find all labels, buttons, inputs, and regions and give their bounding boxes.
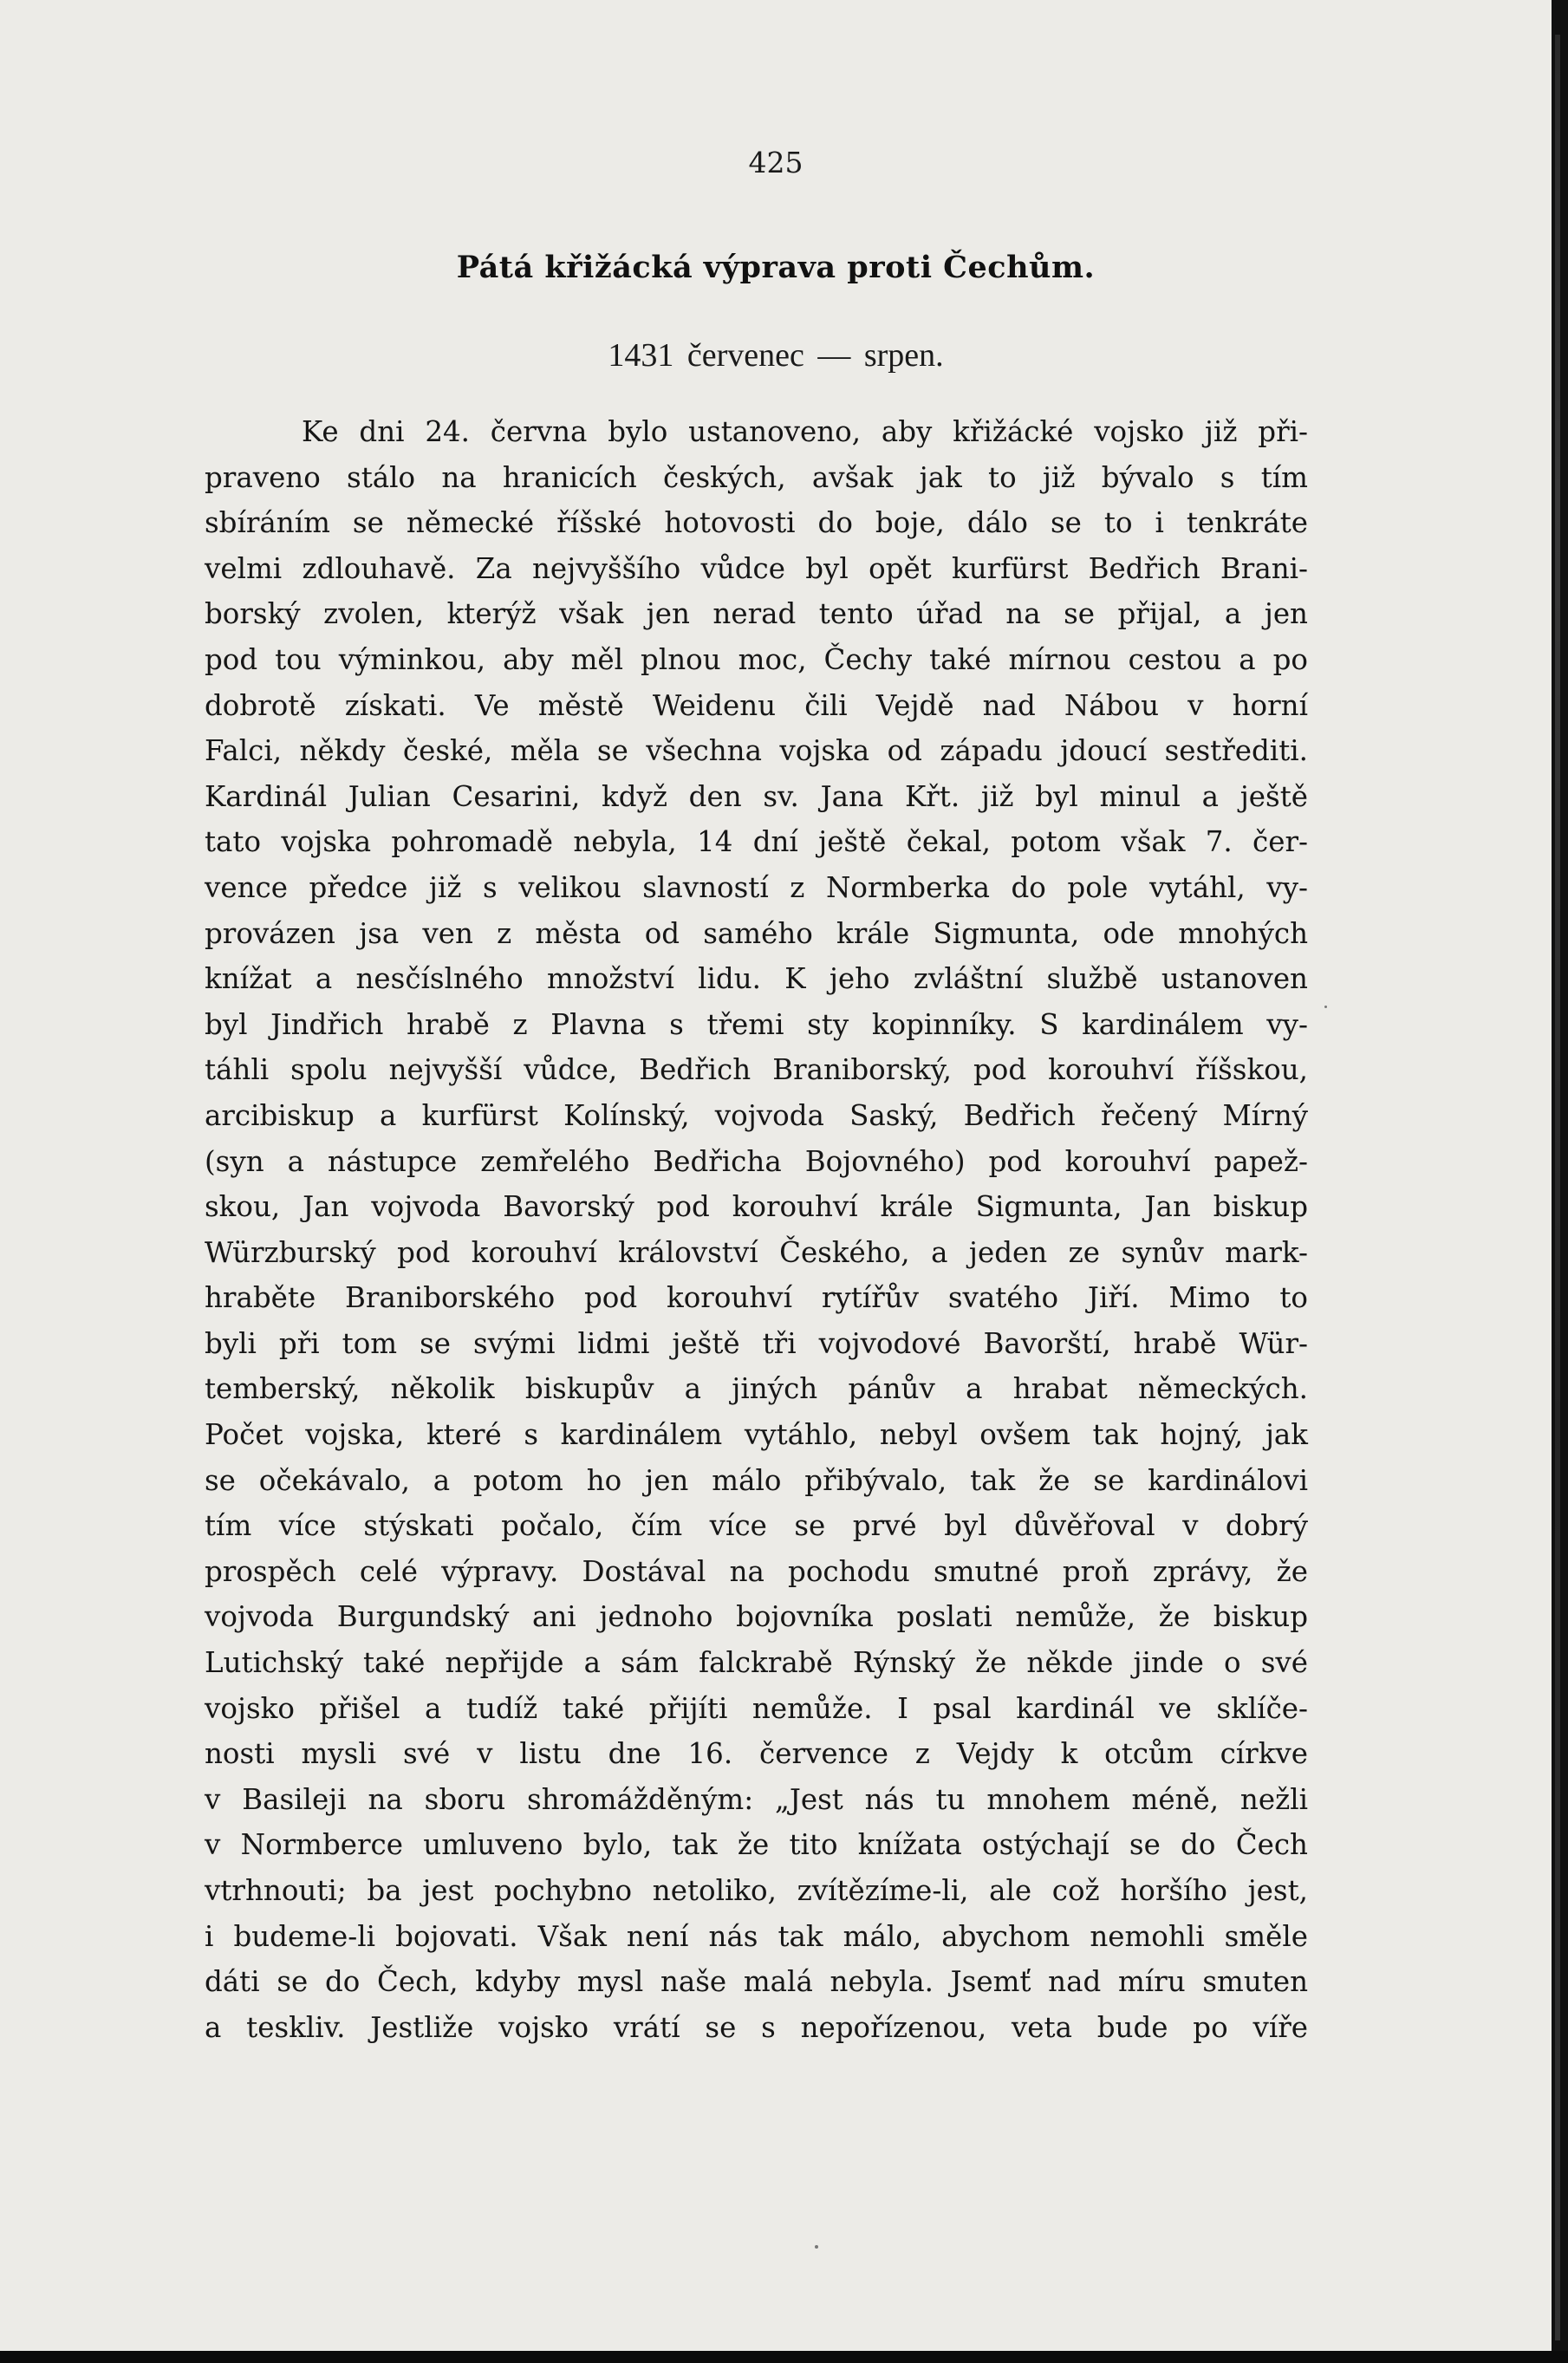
text-line: vence předce již s velikou slavností z Normberka do pole vytáhl, vy- (205, 870, 1308, 904)
text-line: i budeme-li bojovati. Však není nás tak málo, abychom nemohli směle (205, 1919, 1308, 1953)
text-line: tato vojska pohromadě nebyla, 14 dní ještě čekal, potom však 7. čer- (205, 825, 1308, 859)
text-line: pod tou výminkou, aby měl plnou moc, Čechy také mírnou cestou a po (205, 642, 1308, 676)
scan-edge-right (1552, 0, 1568, 2363)
text-line: provázen jsa ven z města od samého krále Sigmunta, ode mnohých (205, 916, 1308, 950)
text-line: byl Jindřich hrabě z Plavna s třemi sty kopinníky. S kardinálem vy- (205, 1007, 1308, 1041)
text-line: tím více stýskati počalo, čím více se prvé byl důvěřoval v dobrý (205, 1509, 1308, 1543)
text-line: (syn a nástupce zemřelého Bedřicha Bojovného) pod korouhví papež- (205, 1144, 1308, 1178)
text-line: byli při tom se svými lidmi ještě tři vojvodové Bavorští, hrabě Wür- (205, 1326, 1308, 1360)
scan-edge-strip (1555, 35, 1560, 2340)
text-line: temberský, několik biskupův a jiných pánův a hrabat německých. (205, 1372, 1308, 1406)
text-line: v Basileji na sboru shromážděným: „Jest nás tu mnohem méně, nežli (205, 1782, 1308, 1816)
text-line: v Normberce umluveno bylo, tak že tito knížata ostýchají se do Čech (205, 1828, 1308, 1862)
text-line: knížat a nesčíslného množství lidu. K jeho zvláštní službě ustanoven (205, 962, 1308, 996)
text-line: sbíráním se německé říšské hotovosti do boje, dálo se to i tenkráte (205, 506, 1308, 540)
text-line: skou, Jan vojvoda Bavorský pod korouhví krále Sigmunta, Jan biskup (205, 1190, 1308, 1224)
text-line: Falci, někdy české, měla se všechna vojska od západu jdoucí sestřediti. (205, 734, 1308, 768)
text-line: vtrhnouti; ba jest pochybno netoliko, zvítězíme-li, ale což horšího jest, (205, 1874, 1308, 1907)
scan-edge-bottom (0, 2351, 1568, 2363)
text-line: vojsko přišel a tudíž také přijíti nemůže. I psal kardinál ve sklíče- (205, 1691, 1308, 1725)
text-line: Počet vojska, které s kardinálem vytáhlo, nebyl ovšem tak hojný, jak (205, 1418, 1308, 1452)
text-line: prospěch celé výpravy. Dostával na pochodu smutné proň zprávy, že (205, 1554, 1308, 1588)
page-number: 425 (748, 146, 804, 179)
text-line: a teskliv. Jestliže vojsko vrátí se s nepořízenou, veta bude po víře (205, 2010, 1308, 2044)
print-speck (1324, 1006, 1327, 1008)
text-line: dáti se do Čech, kdyby mysl naše malá nebyla. Jsemť nad míru smuten (205, 1965, 1308, 1999)
chapter-date-range: 1431 červenec — srpen. (608, 337, 944, 374)
text-line: arcibiskup a kurfürst Kolínský, vojvoda Saský, Bedřich řečený Mírný (205, 1098, 1308, 1132)
text-line: praveno stálo na hranicích českých, avšak jak to již bývalo s tím (205, 460, 1308, 494)
print-speck (815, 2245, 818, 2249)
text-line: se očekávalo, a potom ho jen málo přibývalo, tak že se kardinálovi (205, 1463, 1308, 1497)
text-line: velmi zdlouhavě. Za nejvyššího vůdce byl opět kurfürst Bedřich Brani- (205, 551, 1308, 585)
text-line: Ke dni 24. června bylo ustanoveno, aby křižácké vojsko již při- (302, 415, 1308, 448)
text-line: nosti mysli své v listu dne 16. července z Vejdy k otcům církve (205, 1737, 1308, 1771)
text-line: vojvoda Burgundský ani jednoho bojovníka poslati nemůže, že biskup (205, 1600, 1308, 1634)
text-line: Würzburský pod korouhví království Českého, a jeden ze synův mark- (205, 1235, 1308, 1269)
text-line: hraběte Braniborského pod korouhví rytířův svatého Jiří. Mimo to (205, 1281, 1308, 1315)
chapter-title: Pátá křižácká výprava proti Čechům. (456, 250, 1096, 285)
text-line: táhli spolu nejvyšší vůdce, Bedřich Braniborský, pod korouhví říšskou, (205, 1053, 1308, 1087)
text-line: Lutichský také nepřijde a sám falckrabě Rýnský že někde jinde o své (205, 1646, 1308, 1680)
text-line: borský zvolen, kterýž však jen nerad tento úřad na se přijal, a jen (205, 597, 1308, 631)
text-line: Kardinál Julian Cesarini, když den sv. Jana Křt. již byl minul a ještě (205, 779, 1308, 813)
body-text (205, 409, 1308, 2050)
text-line: dobrotě získati. Ve městě Weidenu čili Vejdě nad Nábou v horní (205, 688, 1308, 722)
